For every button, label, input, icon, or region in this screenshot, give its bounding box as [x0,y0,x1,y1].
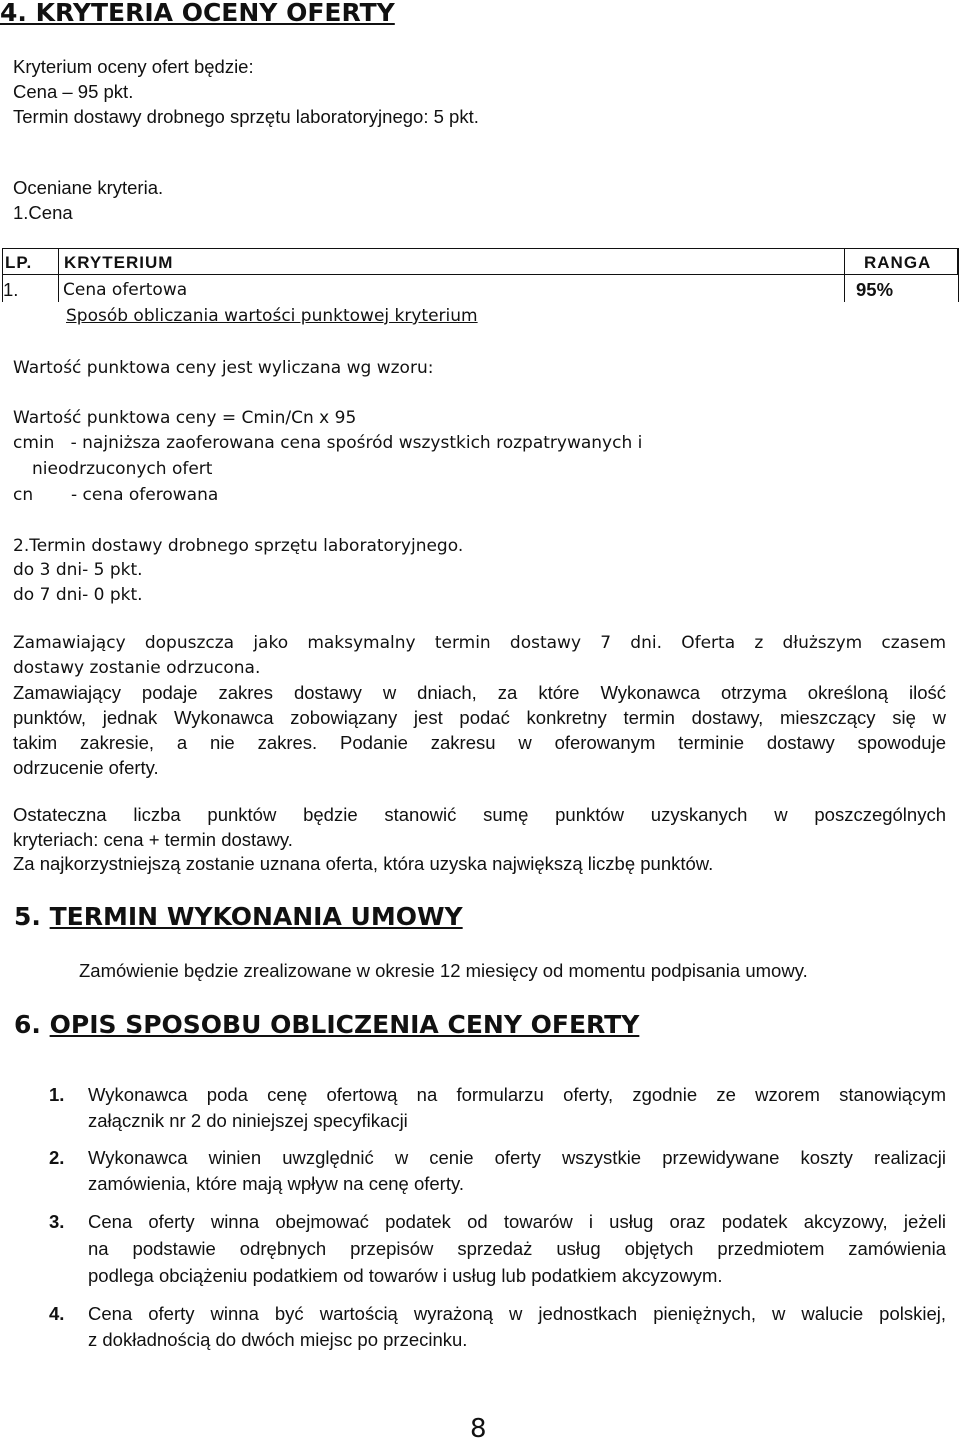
table-col-kryterium: KRYTERIUM [64,253,174,272]
section6-heading: 6. OPIS SPOSOBU OBLICZENIA CENY OFERTY [14,1010,640,1039]
best-offer-paragraph: Za najkorzystniejszą zostanie uznana oferta, która uzyska największą liczbę punktów. [13,853,714,874]
delivery-paragraph-2-line: Zamawiający podaje zakres dostawy w dniach, za które Wykonawca otrzyma określoną ilość [13,682,946,703]
list-item-number: 3. [49,1211,65,1232]
table-divider [958,248,959,302]
criteria-price: Cena – 95 pkt. [13,81,134,102]
table-row-rank: 95% [856,279,894,300]
list-item-line: Wykonawca winien uwzględnić w cenie oferty wszystkie przewidywane koszty realizacji [88,1147,946,1168]
page-number: 8 [470,1414,487,1444]
delivery-option-2: do 7 dni- 0 pkt. [13,585,143,605]
table-row-subtitle: Sposób obliczania wartości punktowej kryterium [66,306,478,326]
delivery-paragraph-1-line: Zamawiający dopuszcza jako maksymalny termin dostawy 7 dni. Oferta z dłuższym czasem [13,633,946,653]
formula-cn-def: cn - cena oferowana [13,485,219,505]
formula-equation: Wartość punktowa ceny = Cmin/Cn x 95 [13,408,357,428]
criteria-delivery: Termin dostawy drobnego sprzętu laboratoryjnego: 5 pkt. [13,106,479,127]
formula-cmin-def: cmin - najniższa zaoferowana cena spośród wszystkich rozpatrywanych i [13,433,643,453]
delivery-paragraph-2-line: punktów, jednak Wykonawca zobowiązany jest podać konkretny termin dostawy, mieszczący się w [13,707,946,728]
section5-heading: 5. TERMIN WYKONANIA UMOWY [14,902,463,931]
table-row-name: Cena ofertowa [63,280,188,300]
delivery-paragraph-2-line: takim zakresie, a nie zakres. Podanie zakresu w oferowanym terminie dostawy spowoduje [13,732,946,753]
delivery-option-1: do 3 dni- 5 pkt. [13,560,143,580]
table-divider [58,248,59,302]
section4-heading: 4. KRYTERIA OCENY OFERTY [0,0,395,27]
assessed-criteria: Oceniane kryteria. [13,177,164,198]
table-row-number: 1. [3,279,19,300]
criteria-intro: Kryterium oceny ofert będzie: [13,56,254,77]
scoring-paragraph-line: Ostateczna liczba punktów będzie stanowić sumę punktów uzyskanych w poszczególnych [13,804,946,825]
list-item-line: Cena oferty winna być wartością wyrażoną w jednostkach pieniężnych, w walucie polskiej, [88,1303,946,1324]
list-item-number: 1. [49,1084,65,1105]
list-item-line: z dokładnością do dwóch miejsc po przecinku. [88,1329,468,1350]
delivery-heading: 2.Termin dostawy drobnego sprzętu laboratoryjnego. [13,536,464,556]
table-col-ranga: RANGA [864,253,932,272]
sub-heading-price: 1.Cena [13,202,73,223]
formula-intro: Wartość punktowa ceny jest wyliczana wg wzoru: [13,358,434,378]
scoring-paragraph-line: kryteriach: cena + termin dostawy. [13,829,293,850]
list-item-line: zamówienia, które mają wpływ na cenę oferty. [88,1173,464,1194]
list-item-number: 2. [49,1147,65,1168]
delivery-paragraph-2-line: odrzucenie oferty. [13,757,159,778]
list-item-line: załącznik nr 2 do niniejszej specyfikacji [88,1110,408,1131]
list-item-line: Cena oferty winna obejmować podatek od towarów i usług oraz podatek akcyzowy, jeżeli [88,1211,946,1232]
formula-cmin-def-cont: nieodrzuconych ofert [32,459,213,479]
list-item-line: podlega obciążeniu podatkiem od towarów i usług lub podatkiem akcyzowym. [88,1265,723,1286]
section5-text: Zamówienie będzie zrealizowane w okresie 12 miesięcy od momentu podpisania umowy. [79,960,808,981]
list-item-line: na podstawie odrębnych przepisów sprzedaż usług objętych przedmiotem zamówienia [88,1238,946,1259]
list-item-number: 4. [49,1303,65,1324]
table-col-lp: LP. [5,253,33,272]
delivery-paragraph-1-line: dostawy zostanie odrzucona. [13,658,261,678]
list-item-line: Wykonawca poda cenę ofertową na formularzu oferty, zgodnie ze wzorem stanowiącym [88,1084,946,1105]
table-divider [844,248,845,302]
